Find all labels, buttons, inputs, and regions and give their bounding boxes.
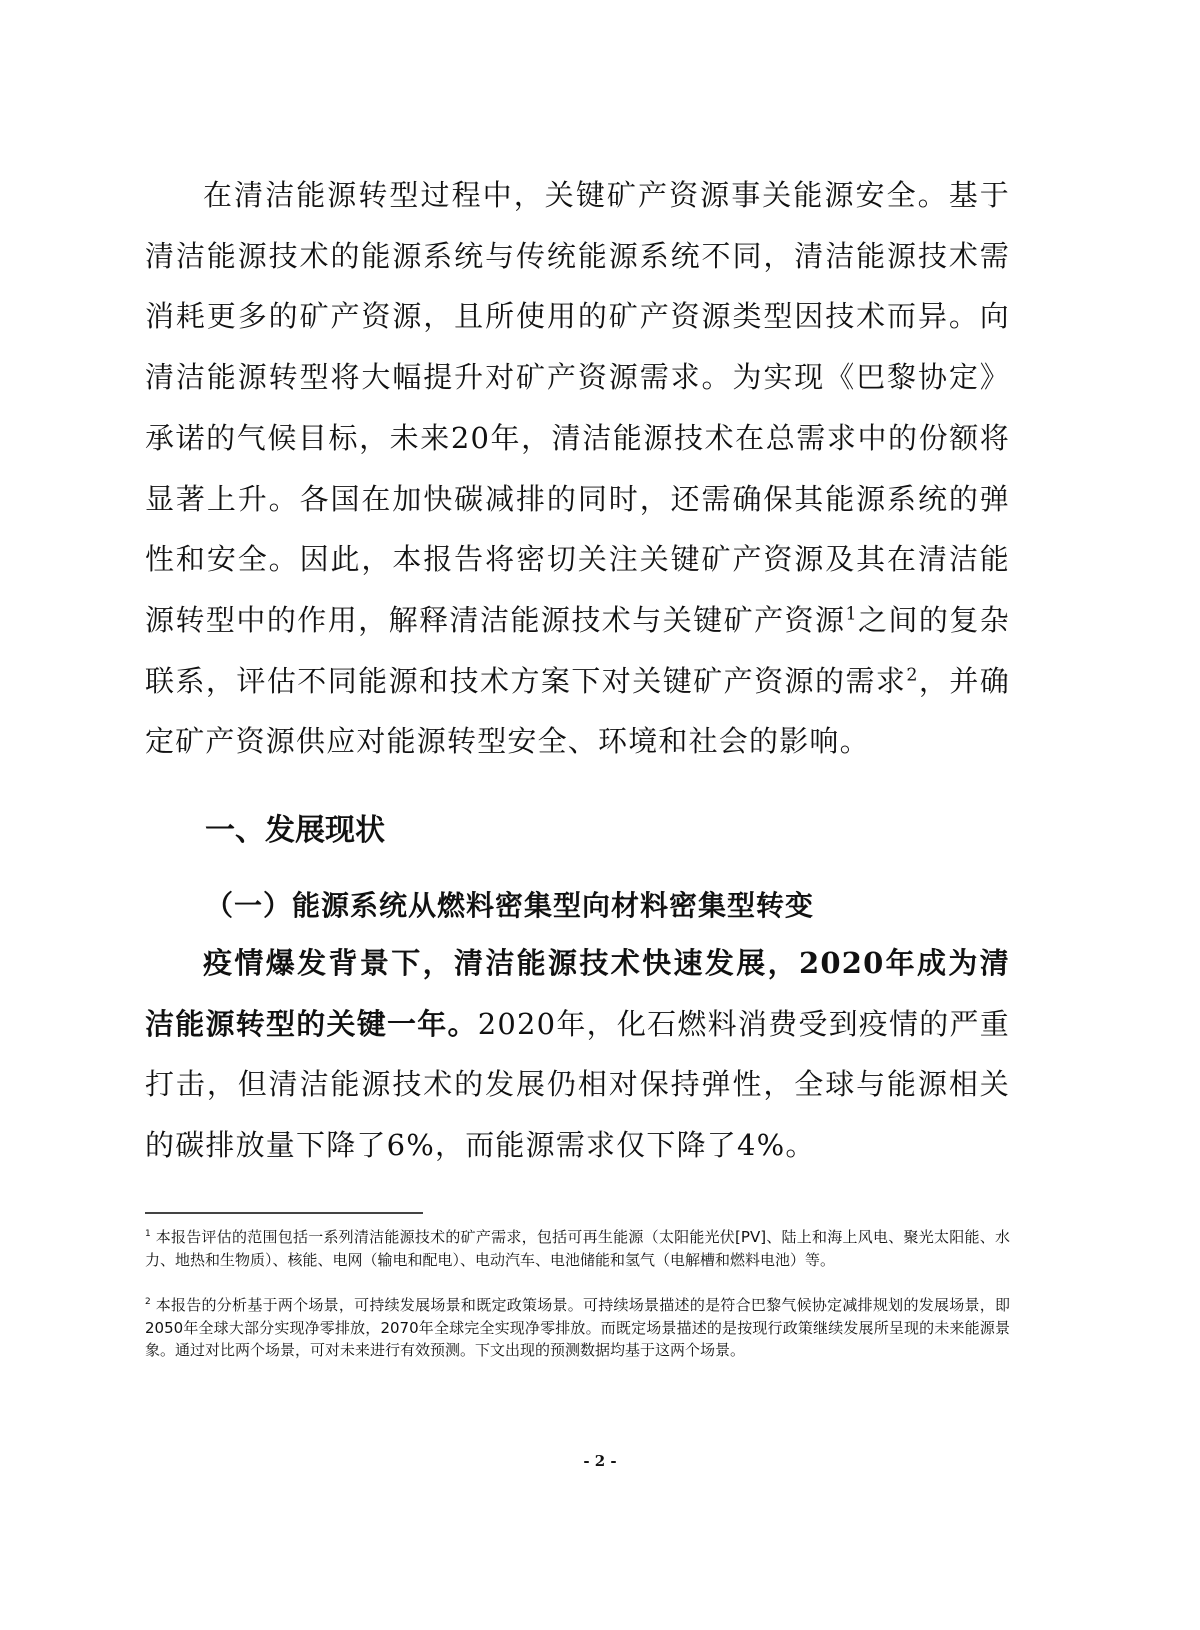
page-number: - 2 - (583, 1452, 617, 1470)
footnote-2 (145, 1294, 1010, 1362)
footnote-text: 本报告评估的范围包括一系列清洁能源技术的矿产需求，包括可再生能源（太阳能光伏[PV]、陆上和海上风电、聚光太阳能、水力、地热和生物质）、核能、电网（输电和配电）、电动汽车、电池储能和氢气（电解槽和燃料电池）等。 (145, 1228, 1010, 1269)
footnote-1 (145, 1226, 1010, 1271)
body-paragraph-1 (145, 165, 1010, 772)
paragraph-text: 在清洁能源转型过程中，关键矿产资源事关能源安全。基于清洁能源技术的能源系统与传统能源系统不同，清洁能源技术需消耗更多的矿产资源，且所使用的矿产资源类型因技术而异。向清洁能源转型将大幅提升对矿产资源需求。为实现《巴黎协定》承诺的气候目标，未来20年，清洁能源技术在总需求中的份额将显著上升。各国在加快碳减排的同时，还需确保其能源系统的弹性和安全。因此，本报告将密切关注关键矿产资源及其在清洁能源转型中的作用，解释清洁能源技术与关键矿产资源 (145, 178, 1010, 637)
footnote-number: 2 (145, 1297, 151, 1307)
footnote-number: 1 (145, 1229, 151, 1239)
paragraph-text: 2020年，化石燃料消费受到疫情的严重打击，但清洁能源技术的发展仍相对保持弹性，全球与能源相关的碳排放量下降了6%，而能源需求仅下降了4%。 (145, 1006, 1010, 1163)
footnote-text: 本报告的分析基于两个场景，可持续发展场景和既定政策场景。可持续场景描述的是符合巴黎气候协定减排规划的发展场景，即2050年全球大部分实现净零排放，2070年全球完全实现净零排放。而既定场景描述的是按现行政策继续发展所呈现的未来能源景象。通过对比两个场景，可对未来进行有效预测。下文出现的预测数据均基于这两个场景。 (145, 1296, 1010, 1359)
section-heading: 一、发展现状 (205, 813, 385, 848)
footnote-ref-2[interactable]: 2 (906, 664, 919, 685)
subsection-heading: （一）能源系统从燃料密集型向材料密集型转变 (205, 889, 815, 922)
footnote-separator (145, 1212, 423, 1214)
paragraph-text: ，并确定矿产资源供应对能源转型安全、环境和社会的影响。 (145, 663, 1010, 759)
paragraph-text: 之间的复杂联系，评估不同能源和技术方案下对关键矿产资源的需求 (145, 602, 1010, 698)
footnote-ref-1[interactable]: 1 (845, 604, 858, 625)
paragraph-lead-bold: 疫情爆发背景下，清洁能源技术快速发展，2020年成为清洁能源转型的关键一年。 (145, 946, 1010, 1041)
body-paragraph-2 (145, 933, 1010, 1176)
